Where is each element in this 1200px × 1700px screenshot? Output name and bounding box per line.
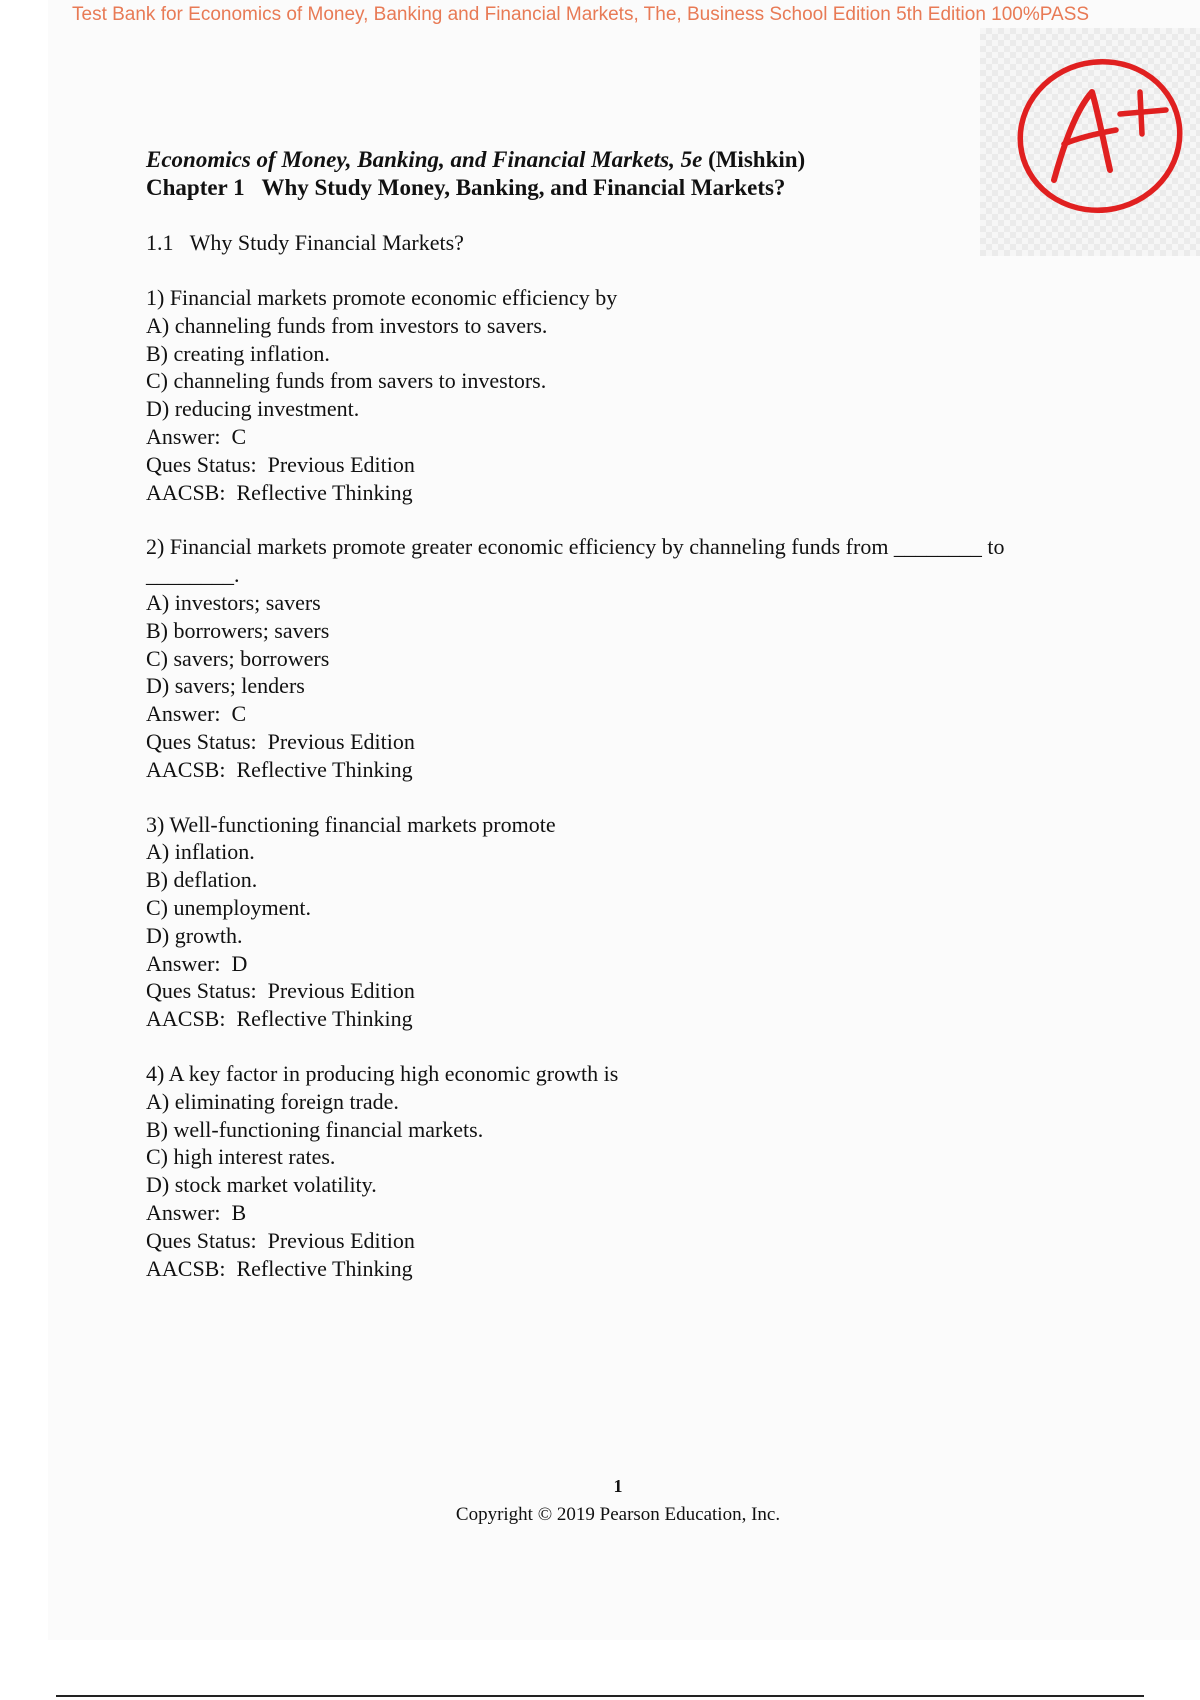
option-a: A) channeling funds from investors to savers. [146, 312, 548, 338]
option-a: A) inflation. [146, 839, 255, 865]
option-d: D) reducing investment. [146, 396, 360, 422]
option-c: C) savers; borrowers [146, 645, 330, 671]
option-b: B) well-functioning financial markets. [146, 1116, 484, 1142]
page-number: 1 [613, 1476, 623, 1496]
question-block [146, 533, 1076, 783]
option-a: A) eliminating foreign trade. [146, 1088, 399, 1114]
document-body [146, 146, 1076, 1282]
book-title-text: Economics of Money, Banking, and Financial Markets, 5e [146, 147, 703, 172]
option-d: D) growth. [146, 922, 243, 948]
question-stem: 1) Financial markets promote economic efficiency by [146, 285, 618, 310]
question-stem: 4) A key factor in producing high economic growth is [146, 1060, 619, 1086]
option-a: A) investors; savers [146, 589, 321, 615]
question-block [146, 811, 1076, 1033]
status-line: Ques Status: Previous Edition [146, 728, 415, 754]
answer-line: Answer: C [146, 701, 247, 727]
question-stem: 2) Financial markets promote greater economic efficiency by channeling funds from ________ to ________. [146, 534, 1011, 588]
page-footer [0, 1474, 1200, 1528]
aacsb-line: AACSB: Reflective Thinking [146, 479, 413, 505]
option-d: D) savers; lenders [146, 673, 305, 699]
answer-line: Answer: D [146, 950, 248, 976]
aacsb-line: AACSB: Reflective Thinking [146, 1006, 413, 1032]
section-heading: 1.1 Why Study Financial Markets? [146, 230, 464, 255]
status-line: Ques Status: Previous Edition [146, 451, 415, 477]
book-title [146, 146, 1076, 174]
status-line: Ques Status: Previous Edition [146, 978, 415, 1004]
option-b: B) creating inflation. [146, 340, 330, 366]
question-stem: 3) Well-functioning financial markets promote [146, 811, 556, 837]
aacsb-line: AACSB: Reflective Thinking [146, 1255, 413, 1281]
option-c: C) channeling funds from savers to investors. [146, 368, 547, 394]
question-block [146, 1060, 1076, 1282]
status-line: Ques Status: Previous Edition [146, 1227, 415, 1253]
answer-line: Answer: B [146, 1199, 247, 1225]
option-c: C) unemployment. [146, 894, 311, 920]
option-b: B) borrowers; savers [146, 617, 330, 643]
source-banner: Test Bank for Economics of Money, Banking and Financial Markets, The, Business School Edition 5th Edition 100%PASS [72, 4, 1090, 25]
book-author: (Mishkin) [702, 147, 806, 172]
aacsb-line: AACSB: Reflective Thinking [146, 756, 413, 782]
bottom-divider [56, 1695, 1144, 1697]
option-c: C) high interest rates. [146, 1144, 336, 1170]
option-b: B) deflation. [146, 867, 258, 893]
option-d: D) stock market volatility. [146, 1172, 377, 1198]
answer-line: Answer: C [146, 423, 247, 449]
copyright-notice: Copyright © 2019 Pearson Education, Inc. [455, 1504, 781, 1525]
question-block [146, 284, 1076, 506]
chapter-heading: Chapter 1 Why Study Money, Banking, and Financial Markets? [146, 175, 786, 200]
